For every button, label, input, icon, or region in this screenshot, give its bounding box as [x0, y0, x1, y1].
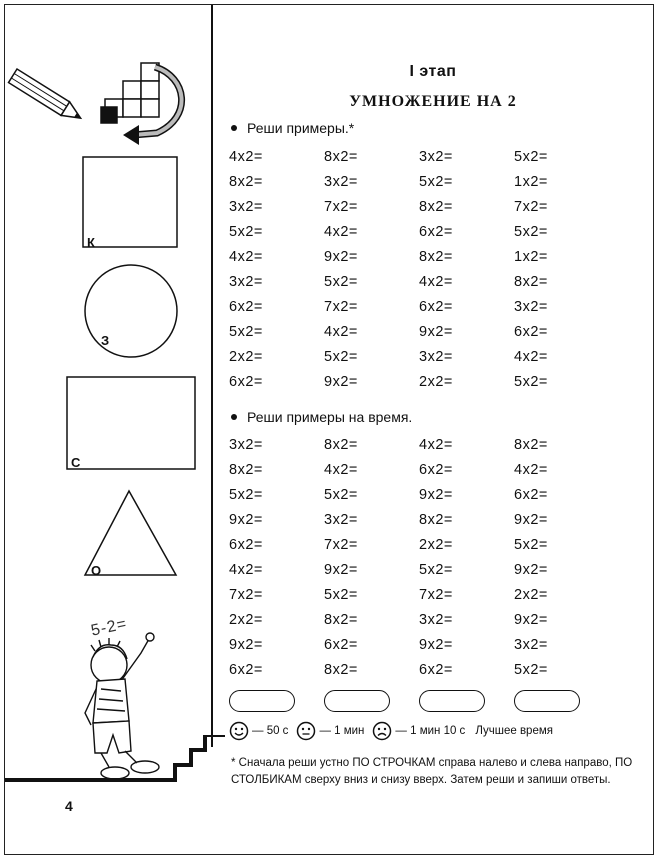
exercise-cell: 8x2=: [419, 512, 453, 528]
answer-box[interactable]: [514, 690, 580, 712]
exercise-cell: 8x2=: [324, 612, 358, 628]
exercise-cell: 6x2=: [229, 662, 263, 678]
circle-letter: З: [101, 333, 110, 348]
exercise-cell: 9x2=: [514, 612, 548, 628]
cube-stairs-icon: [101, 63, 159, 123]
exercise-cell: 3x2=: [229, 274, 263, 290]
exercise-cell: 4x2=: [324, 324, 358, 340]
exercise-cell: 1x2=: [514, 249, 548, 265]
exercise-cell: 4x2=: [229, 249, 263, 265]
exercise-cell: 8x2=: [229, 174, 263, 190]
chalk-text: 5-2=: [89, 615, 129, 640]
exercise-cell: 5x2=: [324, 587, 358, 603]
exercise-grid-2: [229, 433, 629, 683]
stage-title: I этап: [409, 63, 457, 80]
exercise-cell: 8x2=: [419, 199, 453, 215]
exercise-cell: 7x2=: [229, 587, 263, 603]
exercise-cell: 9x2=: [514, 512, 548, 528]
exercise-cell: 5x2=: [419, 562, 453, 578]
exercise-cell: 3x2=: [514, 299, 548, 315]
exercise-cell: 9x2=: [229, 637, 263, 653]
exercise-cell: 6x2=: [419, 299, 453, 315]
pencil-icon: [9, 69, 85, 125]
exercise-cell: 9x2=: [324, 562, 358, 578]
exercise-cell: 9x2=: [419, 637, 453, 653]
exercise-cell: 9x2=: [419, 324, 453, 340]
exercise-cell: 4x2=: [419, 437, 453, 453]
exercise-cell: 2x2=: [419, 537, 453, 553]
left-illustrations: [5, 5, 211, 795]
exercise-cell: 6x2=: [229, 299, 263, 315]
exercise-cell: 5x2=: [229, 487, 263, 503]
legend-neutral-label: — 1 мин: [319, 725, 365, 737]
exercise-cell: 6x2=: [514, 324, 548, 340]
exercise-cell: 6x2=: [514, 487, 548, 503]
section-title: УМНОЖЕНИЕ НА 2: [349, 93, 517, 110]
exercise-cell: 7x2=: [514, 199, 548, 215]
exercise-cell: 5x2=: [324, 349, 358, 365]
exercise-cell: 5x2=: [514, 149, 548, 165]
instruction-1-text: Реши примеры.*: [247, 120, 355, 136]
exercise-cell: 5x2=: [514, 537, 548, 553]
exercise-cell: 9x2=: [324, 374, 358, 390]
exercise-cell: 5x2=: [324, 274, 358, 290]
exercise-cell: 6x2=: [419, 462, 453, 478]
exercise-cell: 8x2=: [514, 274, 548, 290]
rectangle-shape: [67, 377, 195, 469]
exercise-cell: 6x2=: [229, 537, 263, 553]
exercise-cell: 9x2=: [419, 487, 453, 503]
neutral-face-icon: [296, 721, 316, 741]
exercise-cell: 5x2=: [419, 174, 453, 190]
exercise-cell: 8x2=: [419, 249, 453, 265]
exercise-cell: 6x2=: [229, 374, 263, 390]
exercise-cell: 5x2=: [324, 487, 358, 503]
exercise-cell: 5x2=: [229, 224, 263, 240]
triangle-letter: О: [91, 563, 102, 578]
exercise-cell: 3x2=: [229, 199, 263, 215]
exercise-cell: 7x2=: [419, 587, 453, 603]
exercise-cell: 7x2=: [324, 299, 358, 315]
rectangle-letter: С: [71, 455, 81, 470]
square-letter: К: [87, 235, 95, 250]
exercise-cell: 7x2=: [324, 537, 358, 553]
bullet-icon: [231, 125, 237, 131]
sad-face-icon: [372, 721, 392, 741]
exercise-cell: 5x2=: [229, 324, 263, 340]
exercise-cell: 4x2=: [324, 224, 358, 240]
exercise-cell: 9x2=: [514, 562, 548, 578]
exercise-cell: 6x2=: [419, 662, 453, 678]
exercise-cell: 2x2=: [514, 587, 548, 603]
exercise-cell: 8x2=: [324, 149, 358, 165]
answer-boxes: [229, 690, 629, 712]
left-illustration-column: [5, 5, 211, 795]
exercise-cell: 4x2=: [514, 462, 548, 478]
exercise-cell: 3x2=: [419, 149, 453, 165]
exercise-cell: 5x2=: [514, 662, 548, 678]
stair-border: [5, 735, 225, 795]
exercise-cell: 3x2=: [324, 512, 358, 528]
exercise-cell: 4x2=: [419, 274, 453, 290]
column-divider: [211, 5, 213, 747]
exercise-cell: 4x2=: [514, 349, 548, 365]
exercise-cell: 3x2=: [419, 349, 453, 365]
page-number: 4: [65, 798, 73, 814]
exercise-cell: 6x2=: [419, 224, 453, 240]
exercise-cell: 5x2=: [514, 224, 548, 240]
square-shape: [83, 157, 177, 247]
exercise-cell: 3x2=: [419, 612, 453, 628]
exercise-cell: 7x2=: [324, 199, 358, 215]
time-legend: [229, 721, 553, 741]
exercise-cell: 4x2=: [324, 462, 358, 478]
footnote: * Сначала реши устно ПО СТРОЧКАМ справа налево и слева направо, ПО СТОЛБИКАМ сверху вниз и снизу вверх. Затем реши и запиши ответы.: [231, 757, 633, 786]
exercise-cell: 2x2=: [229, 612, 263, 628]
legend-best-label: Лучшее время: [475, 725, 553, 737]
instruction-1: [231, 120, 354, 136]
exercise-cell: 8x2=: [324, 662, 358, 678]
exercise-cell: 9x2=: [324, 249, 358, 265]
exercise-cell: 2x2=: [229, 349, 263, 365]
circle-shape: [85, 265, 177, 357]
exercise-grid-1: [229, 145, 629, 395]
answer-box[interactable]: [229, 690, 295, 712]
exercise-cell: 8x2=: [324, 437, 358, 453]
instruction-2-text: Реши примеры на время.: [247, 409, 413, 425]
exercise-cell: 3x2=: [324, 174, 358, 190]
exercise-cell: 2x2=: [419, 374, 453, 390]
exercise-cell: 4x2=: [229, 562, 263, 578]
exercise-cell: 9x2=: [229, 512, 263, 528]
legend-happy-label: — 50 с: [252, 725, 289, 737]
legend-sad-label: — 1 мин 10 с: [395, 725, 466, 737]
happy-face-icon: [229, 721, 249, 741]
exercise-cell: 1x2=: [514, 174, 548, 190]
exercise-cell: 6x2=: [324, 637, 358, 653]
exercise-cell: 3x2=: [229, 437, 263, 453]
exercise-cell: 4x2=: [229, 149, 263, 165]
answer-box[interactable]: [419, 690, 485, 712]
exercise-cell: 3x2=: [514, 637, 548, 653]
answer-box[interactable]: [324, 690, 390, 712]
instruction-2: [231, 409, 412, 425]
bullet-icon: [231, 414, 237, 420]
exercise-cell: 5x2=: [514, 374, 548, 390]
exercise-cell: 8x2=: [514, 437, 548, 453]
workbook-page: [4, 4, 654, 855]
exercise-cell: 8x2=: [229, 462, 263, 478]
